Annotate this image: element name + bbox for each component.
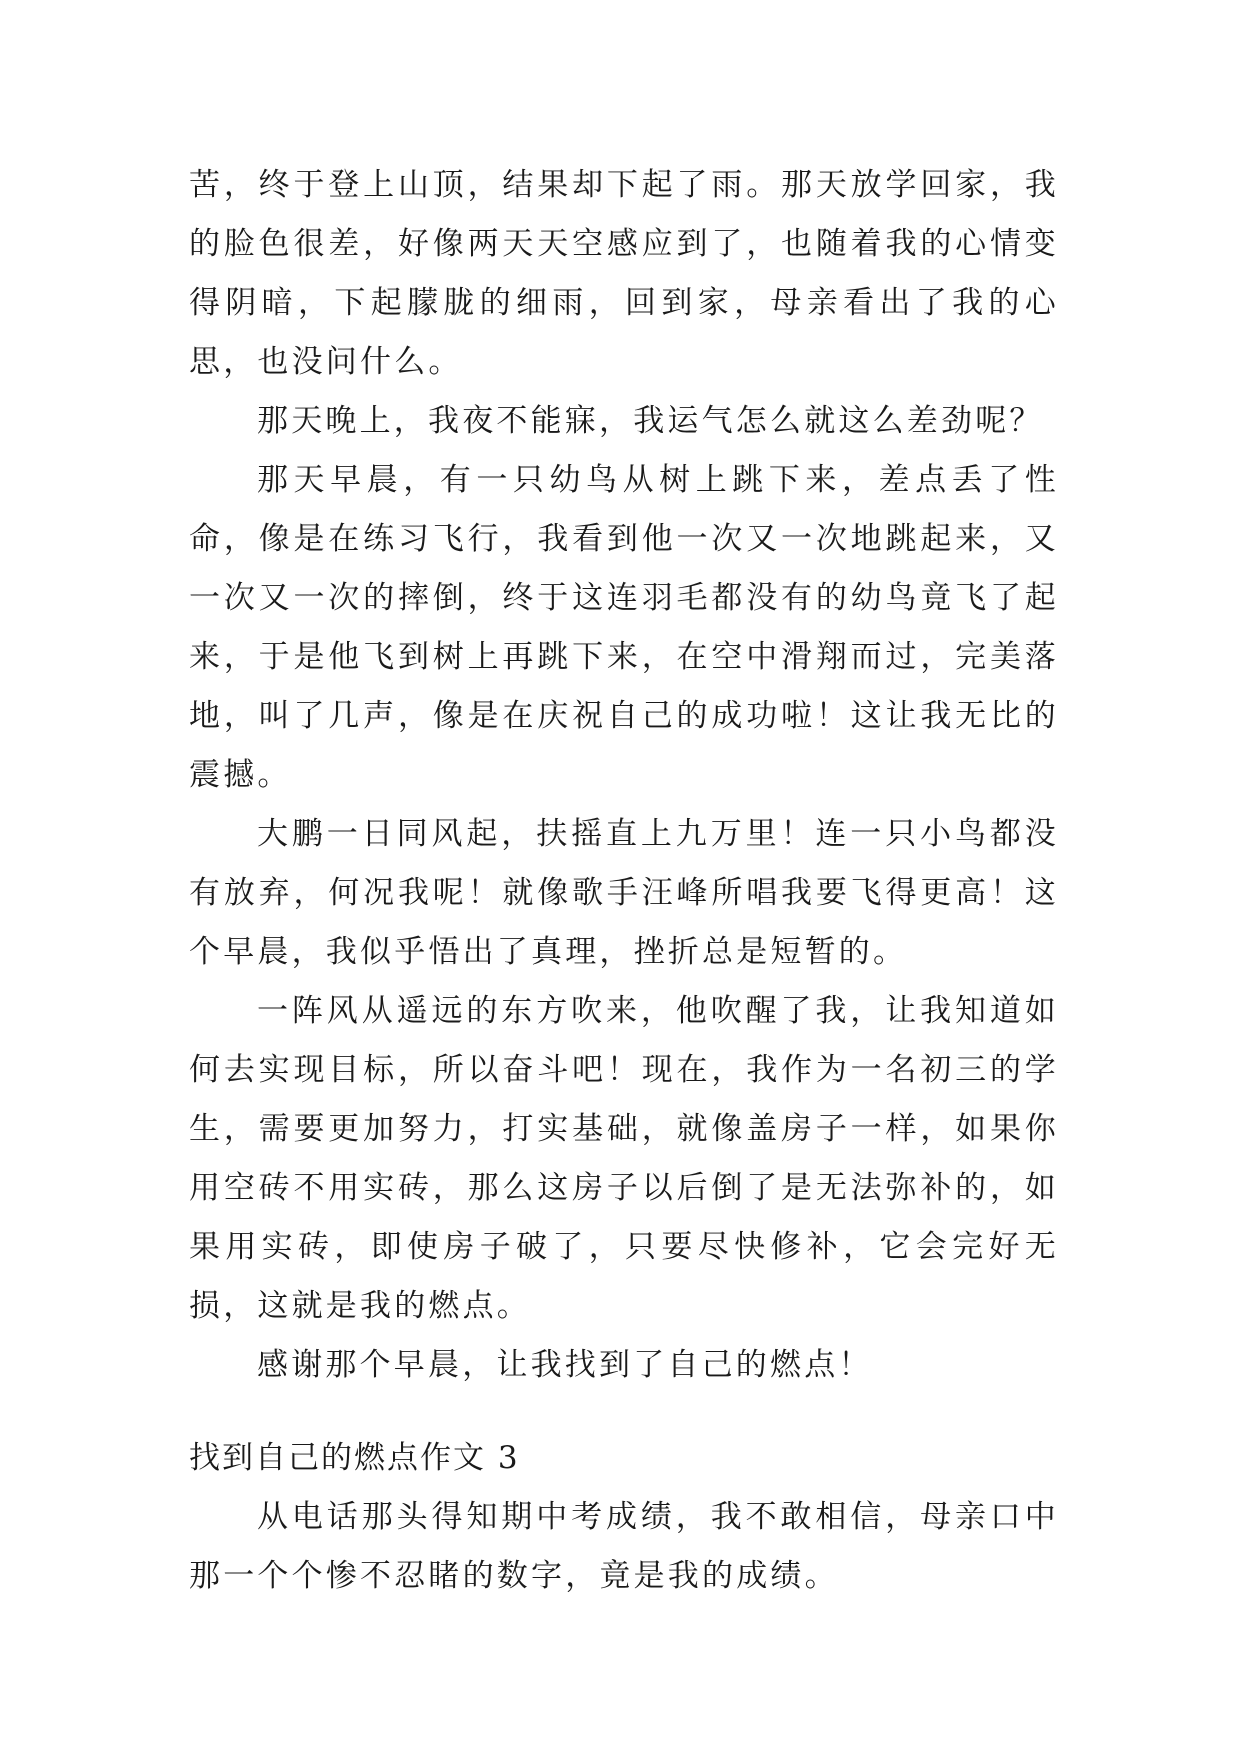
paragraph-continued: 苦，终于登上山顶，结果却下起了雨。那天放学回家，我的脸色很差，好像两天天空感应到了，也随着我的心情变得阴暗，下起朦胧的细雨，回到家，母亲看出了我的心思，也没问什么。 (189, 167, 1059, 380)
paragraph: 从电话那头得知期中考成绩，我不敢相信，母亲口中那一个个惨不忍睹的数字，竟是我的成绩。 (189, 1499, 1059, 1594)
paragraph: 那天早晨，有一只幼鸟从树上跳下来，差点丢了性命，像是在练习飞行，我看到他一次又一次地跳起来，又一次又一次的摔倒，终于这连羽毛都没有的幼鸟竟飞了起来，于是他飞到树上再跳下来，在空中滑翔而过，完美落地，叫了几声，像是在庆祝自己的成功啦！这让我无比的震撼。 (189, 462, 1059, 793)
paragraph: 感谢那个早晨，让我找到了自己的燃点！ (257, 1347, 873, 1383)
paragraph: 那天晚上，我夜不能寐，我运气怎么就这么差劲呢？ (257, 403, 1044, 439)
paragraph: 大鹏一日同风起，扶摇直上九万里！连一只小鸟都没有放弃，何况我呢！就像歌手汪峰所唱我要飞得更高！这个早晨，我似乎悟出了真理，挫折总是短暂的。 (189, 816, 1059, 970)
document-body (189, 156, 1059, 1606)
paragraph: 一阵风从遥远的东方吹来，他吹醒了我，让我知道如何去实现目标，所以奋斗吧！现在，我作为一名初三的学生，需要更加努力，打实基础，就像盖房子一样，如果你用空砖不用实砖，那么这房子以后倒了是无法弥补的，如果用实砖，即使房子破了，只要尽快修补，它会完好无损，这就是我的燃点。 (189, 993, 1059, 1324)
section-heading: 找到自己的燃点作文 3 (189, 1440, 520, 1476)
